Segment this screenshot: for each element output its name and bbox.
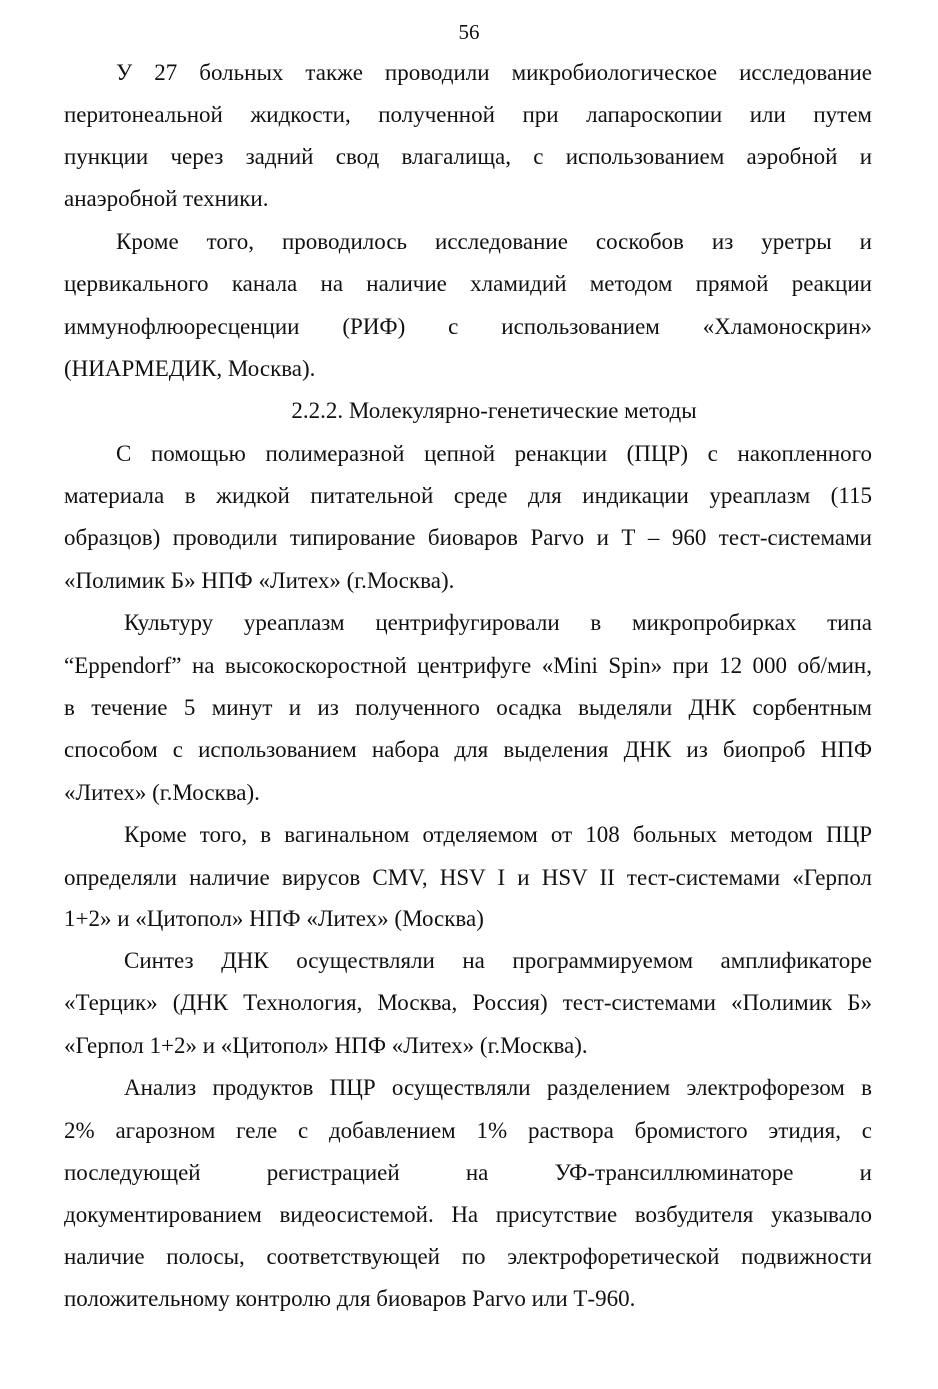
text-line: «Герпол 1+2» и «Цитопол» НПФ «Литех» (г.Москва).	[64, 1033, 588, 1058]
page-number: 56	[458, 20, 480, 44]
text-line: положительному контролю для биоваров Parvo или Т-960.	[64, 1286, 636, 1311]
text-line: образцов) проводили типирование биоваров Parvo и Т – 960 тест-системами	[64, 525, 872, 550]
text-line: (НИАРМЕДИК, Москва).	[64, 356, 316, 381]
text-line: цервикального канала на наличие хламидий методом прямой реакции	[64, 271, 872, 296]
text-line: перитонеальной жидкости, полученной при лапароскопии или путем	[64, 102, 872, 127]
text-line: 2% агарозном геле с добавлением 1% раствора бромистого этидия, с	[64, 1118, 872, 1143]
text-line: способом с использованием набора для выделения ДНК из биопроб НПФ	[64, 737, 872, 762]
text-line: иммунофлюоресценции (РИФ) с использованием «Хламоноскрин»	[64, 314, 872, 339]
text-line: «Полимик Б» НПФ «Литех» (г.Москва).	[64, 568, 455, 593]
text-line: анаэробной техники.	[64, 186, 269, 211]
text-line: С помощью полимеразной цепной ренакции (ПЦР) с накопленного	[116, 441, 872, 466]
text-line: наличие полосы, соответствующей по электрофоретической подвижности	[64, 1244, 872, 1269]
text-line: последующей регистрацией на УФ-трансиллюминаторе и	[64, 1160, 872, 1185]
text-line: материала в жидкой питательной среде для индикации уреаплазм (115	[64, 483, 872, 508]
text-line: Синтез ДНК осуществляли на программируемом амплификаторе	[124, 948, 872, 973]
text-line: “Eppendorf” на высокоскоростной центрифуге «Mini Spin» при 12 000 об/мин,	[64, 653, 872, 678]
section-heading: 2.2.2. Молекулярно-генетические методы	[291, 398, 697, 423]
text-line: «Литех» (г.Москва).	[64, 780, 260, 805]
text-line: Кроме того, проводилось исследование соскобов из уретры и	[116, 229, 872, 254]
text-line: определяли наличие вирусов CMV, HSV I и HSV II тест-системами «Герпол	[64, 865, 872, 890]
text-line: пункции через задний свод влагалища, с использованием аэробной и	[64, 144, 872, 169]
text-line: в течение 5 минут и из полученного осадка выделяли ДНК сорбентным	[64, 695, 872, 720]
text-line: «Терцик» (ДНК Технология, Москва, Россия) тест-системами «Полимик Б»	[64, 990, 872, 1015]
text-line: Анализ продуктов ПЦР осуществляли разделением электрофорезом в	[124, 1075, 872, 1100]
text-line: У 27 больных также проводили микробиологическое исследование	[116, 60, 872, 85]
text-line: документированием видеосистемой. На присутствие возбудителя указывало	[64, 1202, 872, 1227]
text-line: Культуру уреаплазм центрифугировали в микропробирках типа	[124, 610, 872, 635]
text-line: 1+2» и «Цитопол» НПФ «Литех» (Москва)	[64, 906, 484, 931]
text-line: Кроме того, в вагинальном отделяемом от 108 больных методом ПЦР	[124, 822, 872, 847]
